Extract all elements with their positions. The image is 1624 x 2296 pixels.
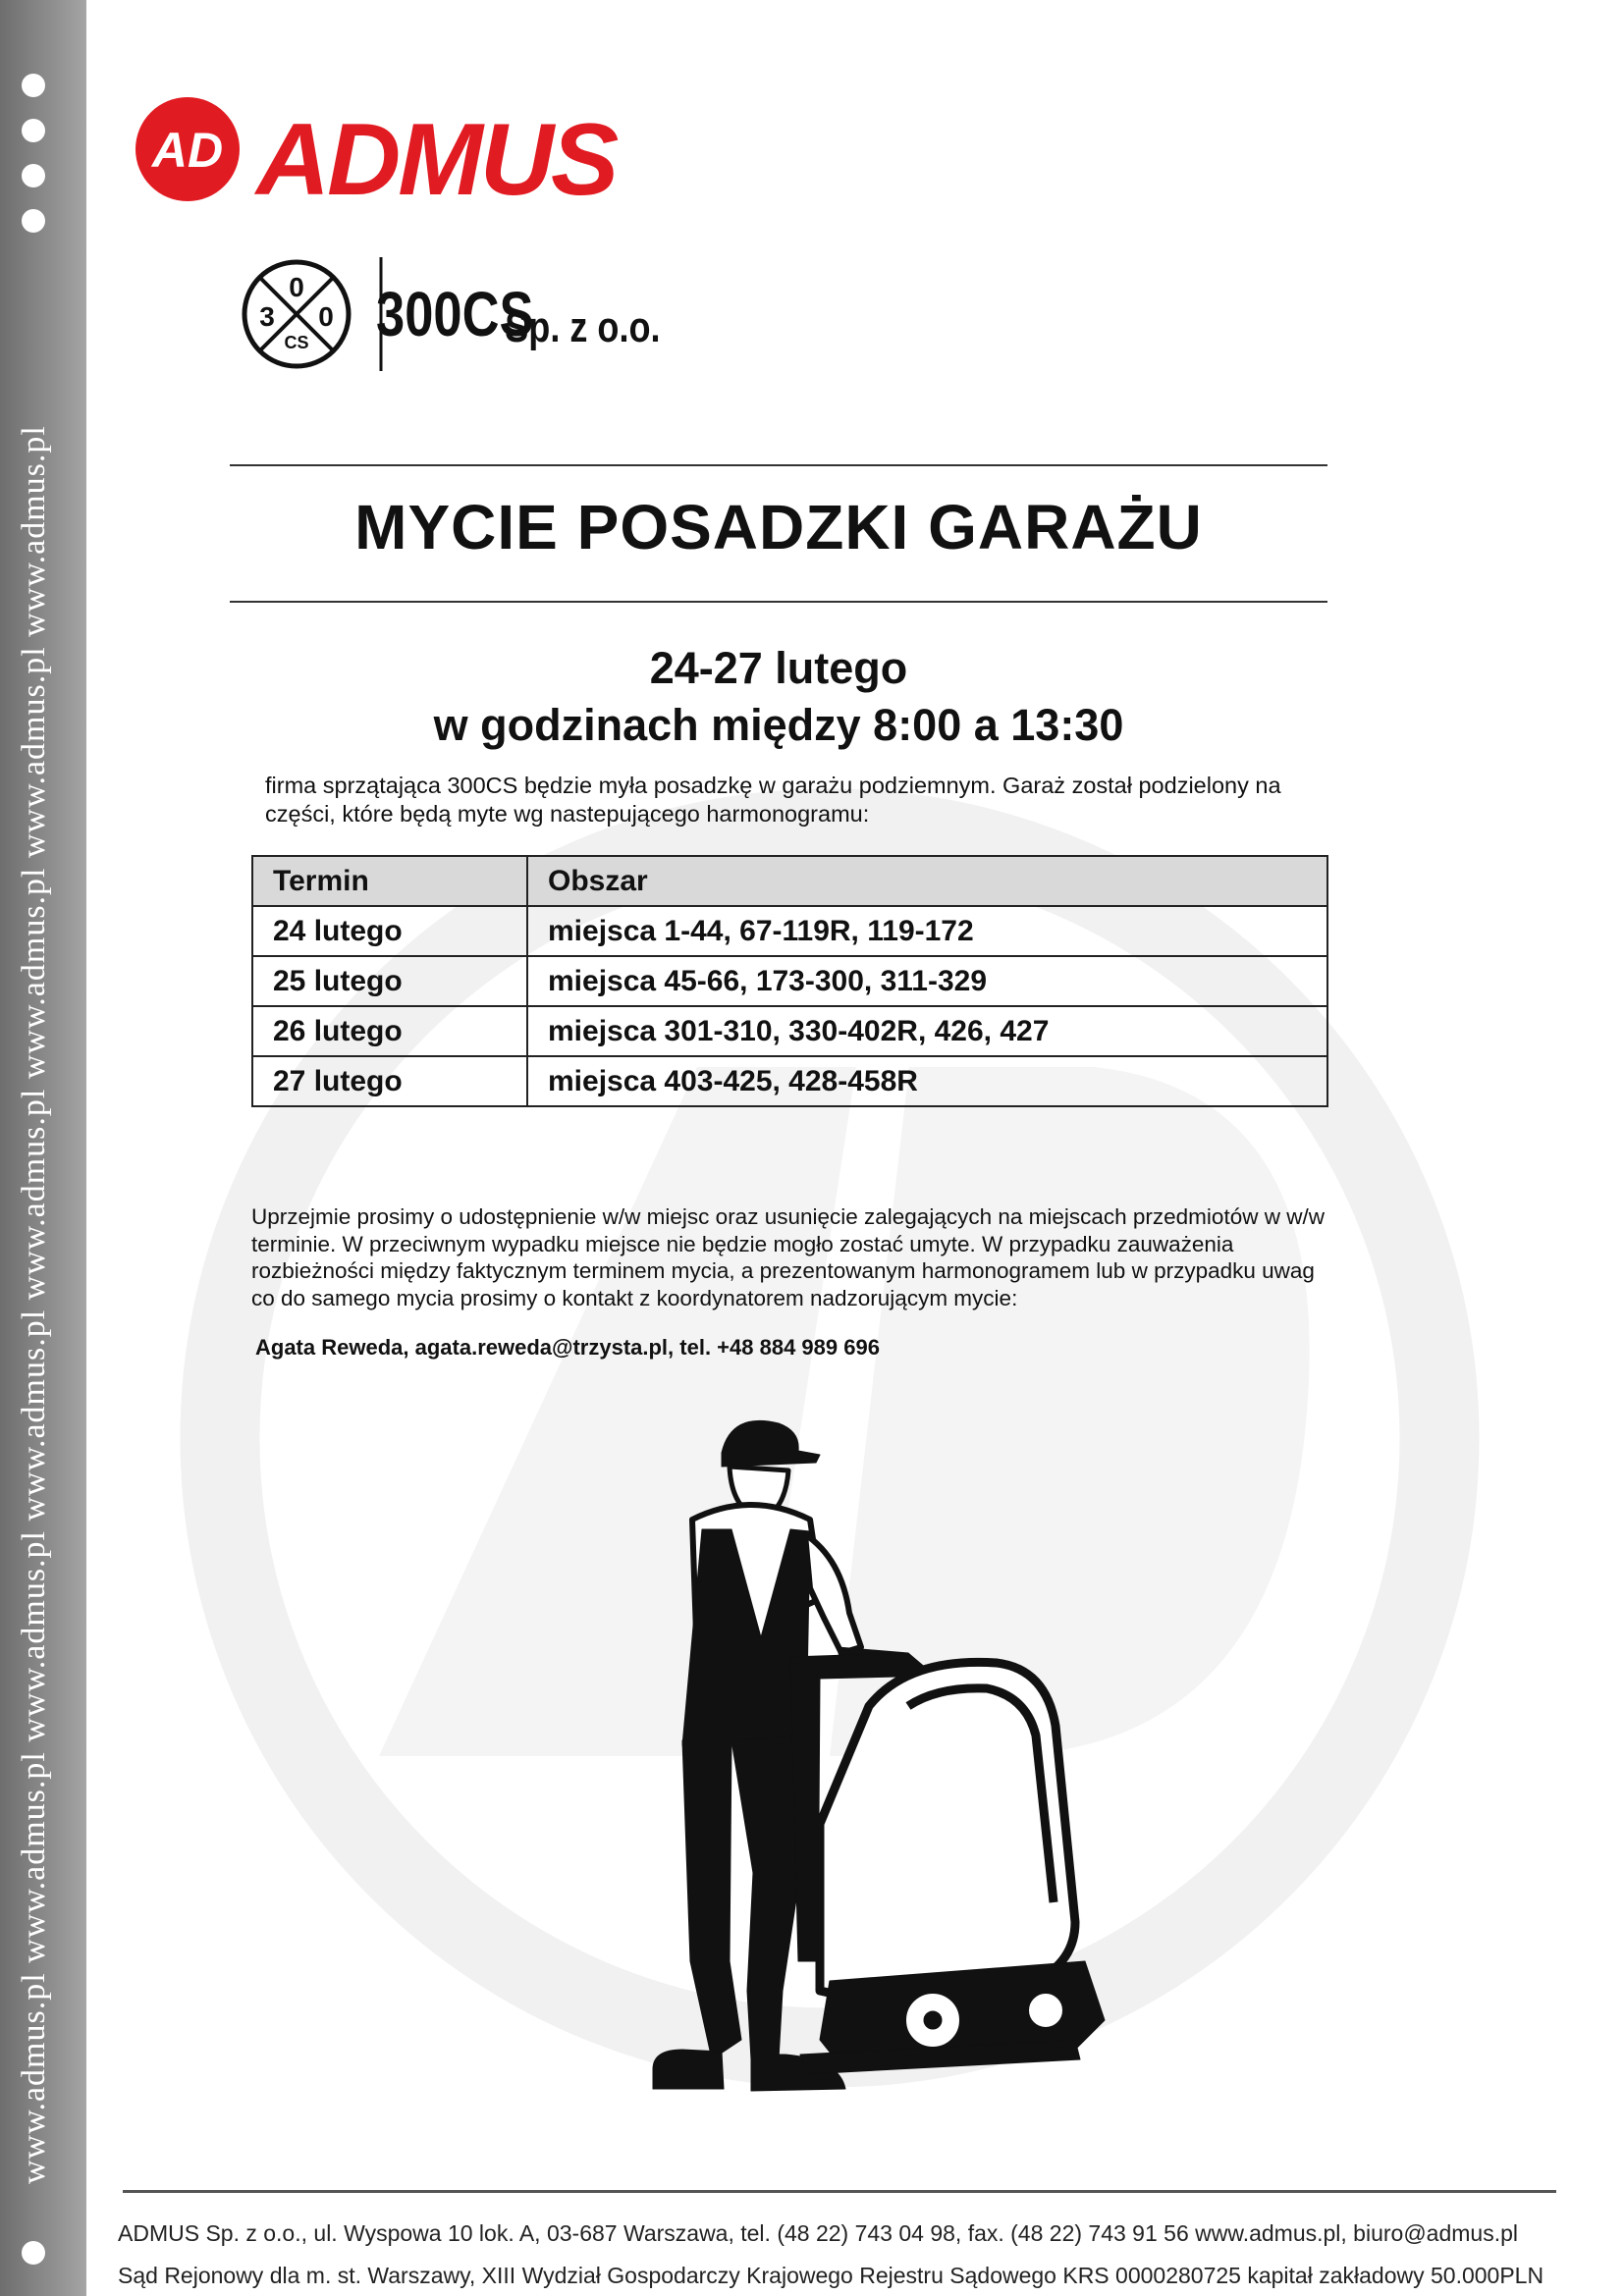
dot-icon — [22, 164, 45, 187]
partner-name: 300CS — [376, 280, 534, 350]
footer-address: ADMUS Sp. z o.o., ul. Wyspowa 10 lok. A, 03-687 Warszawa, tel. (48 22) 743 04 98, fax. (48 22) 743 91 56 www.admus.pl, biuro@admus.pl — [118, 2220, 1518, 2246]
row-area: miejsca 301-310, 330-402R, 426, 427 — [527, 1006, 1327, 1056]
partner-logo — [238, 255, 748, 373]
footer-rule — [123, 2190, 1556, 2193]
admus-logo — [131, 93, 700, 206]
schedule-table — [251, 855, 1328, 1107]
page-title: MYCIE POSADZKI GARAŻU — [354, 492, 1203, 562]
title-rule-top — [230, 464, 1327, 466]
floor-scrubber-worker-icon — [614, 1412, 1164, 2123]
badge-digit: 0 — [289, 272, 304, 302]
time-range: w godzinach między 8:00 a 13:30 — [433, 700, 1124, 750]
row-date: 25 lutego — [252, 956, 527, 1006]
logo-brand-text: ADMUS — [256, 103, 617, 206]
300cs-badge-icon — [244, 262, 349, 366]
partner-suffix: Sp. z o.o. — [505, 302, 661, 351]
badge-digit: 0 — [318, 301, 334, 332]
date-range: 24-27 lutego — [649, 643, 908, 693]
dot-icon — [22, 2241, 45, 2265]
title-rule-bottom — [230, 601, 1327, 603]
admus-emblem-icon — [135, 97, 240, 201]
row-area: miejsca 45-66, 173-300, 311-329 — [527, 956, 1327, 1006]
intro-paragraph: firma sprzątająca 300CS będzie myła posadzkę w garażu podziemnym. Garaż został podzielony na części, które będą myte wg nastepującego harmonogramu: — [265, 773, 1281, 827]
header-obszar: Obszar — [527, 856, 1327, 906]
row-area: miejsca 403-425, 428-458R — [527, 1056, 1327, 1106]
logo-emblem-text: AD — [151, 123, 224, 178]
table-row — [252, 1006, 1327, 1056]
contact-line: Agata Reweda, agata.reweda@trzysta.pl, tel. +48 884 989 696 — [255, 1335, 880, 1360]
row-date: 26 lutego — [252, 1006, 527, 1056]
table-header-row — [252, 856, 1327, 906]
row-date: 24 lutego — [252, 906, 527, 956]
footer-registry: Sąd Rejonowy dla m. st. Warszawy, XIII Wydział Gospodarczy Krajowego Rejestru Sądowego KRS 0000280725 kapitał zakładowy 50.000PLN — [118, 2263, 1544, 2288]
sidebar — [0, 0, 86, 2296]
table-row — [252, 1056, 1327, 1106]
dot-icon — [22, 74, 45, 97]
row-area: miejsca 1-44, 67-119R, 119-172 — [527, 906, 1327, 956]
row-date: 27 lutego — [252, 1056, 527, 1106]
header-termin: Termin — [252, 856, 527, 906]
notice-paragraph: Uprzejmie prosimy o udostępnienie w/w miejsc oraz usunięcie zalegających na miejscach przedmiotów w w/w terminie. W przeciwnym wypadku miejsce nie będzie mogło zostać umyte. W przypadku zauważenia rozbieżności między faktycznym terminem mycia, a prezentowanym harmonogramem lub w przypadku uwag co do samego mycia prosimy o kontakt z koordynatorem nadzorującym mycie: — [251, 1204, 1325, 1310]
dot-icon — [22, 119, 45, 142]
badge-digit: 3 — [259, 301, 275, 332]
sidebar-url-text: www.admus.pl www.admus.pl www.admus.pl www.admus.pl www.admus.pl www.admus.pl www.admus.pl www.admus.pl — [16, 425, 52, 2184]
badge-sub: CS — [284, 333, 309, 352]
date-heading — [230, 640, 1327, 754]
table-row — [252, 906, 1327, 956]
table-row — [252, 956, 1327, 1006]
